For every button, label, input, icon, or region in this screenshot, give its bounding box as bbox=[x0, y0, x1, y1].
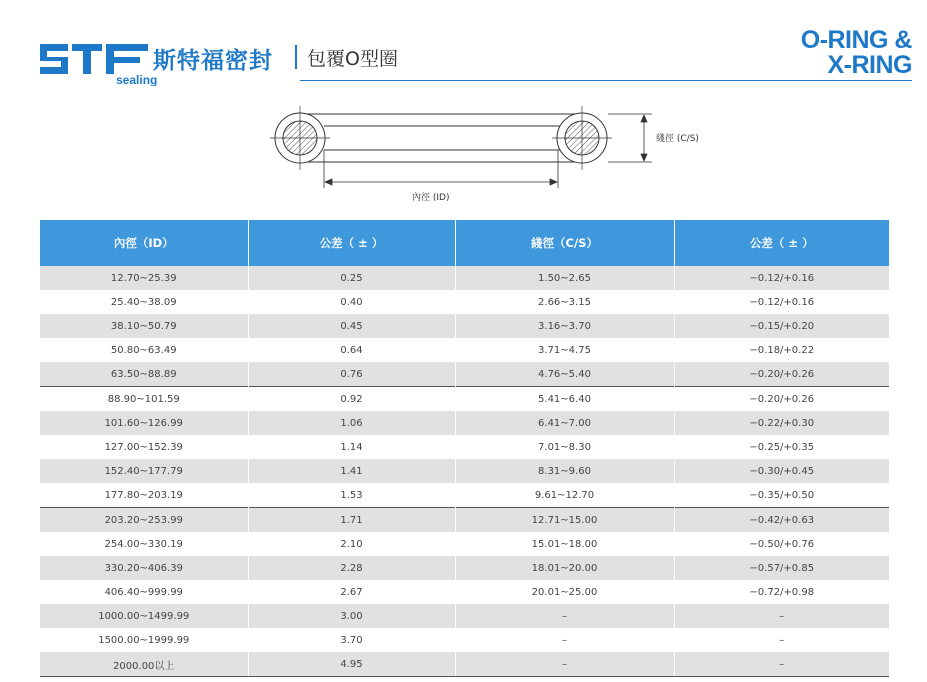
table-header-row bbox=[40, 220, 889, 266]
cs-tolerance-cell: −0.22/+0.30 bbox=[674, 411, 889, 435]
cs-cell: 18.01~20.00 bbox=[455, 556, 674, 580]
id-cell: 1500.00~1999.99 bbox=[40, 628, 248, 652]
cs-cell: 3.71~4.75 bbox=[455, 338, 674, 362]
cs-cell: – bbox=[455, 628, 674, 652]
id-cell: 203.20~253.99 bbox=[40, 508, 248, 533]
cs-tolerance-cell: – bbox=[674, 604, 889, 628]
id-dimension bbox=[324, 150, 558, 188]
id-cell: 254.00~330.19 bbox=[40, 532, 248, 556]
header-divider bbox=[295, 45, 297, 69]
table-row bbox=[40, 580, 889, 604]
cs-tolerance-cell: −0.50/+0.76 bbox=[674, 532, 889, 556]
cs-cell: 3.16~3.70 bbox=[455, 314, 674, 338]
cs-tolerance-cell: −0.25/+0.35 bbox=[674, 435, 889, 459]
cs-tolerance-cell: −0.57/+0.85 bbox=[674, 556, 889, 580]
id-cell: 406.40~999.99 bbox=[40, 580, 248, 604]
cs-cell: 2.66~3.15 bbox=[455, 290, 674, 314]
id-tolerance-cell: 0.76 bbox=[248, 362, 455, 387]
o-ring-cross-section-diagram bbox=[260, 100, 740, 212]
id-cell: 330.20~406.39 bbox=[40, 556, 248, 580]
cs-cell: 15.01~18.00 bbox=[455, 532, 674, 556]
id-tolerance-cell: 3.00 bbox=[248, 604, 455, 628]
id-tolerance-cell: 2.28 bbox=[248, 556, 455, 580]
document-title: 包覆O型圈 bbox=[307, 48, 398, 70]
id-tolerance-cell: 1.41 bbox=[248, 459, 455, 483]
id-dimension-label: 內徑 (ID) bbox=[412, 193, 450, 203]
cs-tolerance-cell: – bbox=[674, 628, 889, 652]
cs-tolerance-cell: −0.30/+0.45 bbox=[674, 459, 889, 483]
cs-tolerance-cell: −0.35/+0.50 bbox=[674, 483, 889, 508]
cs-tolerance-cell: −0.12/+0.16 bbox=[674, 266, 889, 290]
logo-chinese-name: 斯特福密封 bbox=[153, 48, 273, 74]
table-row bbox=[40, 532, 889, 556]
cs-tolerance-cell: −0.15/+0.20 bbox=[674, 314, 889, 338]
brand-title bbox=[801, 28, 912, 78]
table-row bbox=[40, 459, 889, 483]
id-cell: 25.40~38.09 bbox=[40, 290, 248, 314]
id-tolerance-cell: 1.53 bbox=[248, 483, 455, 508]
id-tolerance-cell: 0.25 bbox=[248, 266, 455, 290]
column-header-cs-tolerance: 公差（ ± ） bbox=[674, 220, 889, 266]
logo-sealing-text: sealing bbox=[116, 73, 158, 86]
cs-tolerance-cell: −0.18/+0.22 bbox=[674, 338, 889, 362]
id-cell: 1000.00~1499.99 bbox=[40, 604, 248, 628]
id-cell: 38.10~50.79 bbox=[40, 314, 248, 338]
cs-cell: – bbox=[455, 604, 674, 628]
id-cell: 177.80~203.19 bbox=[40, 483, 248, 508]
cs-cell: 6.41~7.00 bbox=[455, 411, 674, 435]
cs-cell: 8.31~9.60 bbox=[455, 459, 674, 483]
cs-tolerance-cell: – bbox=[674, 652, 889, 677]
header-rule bbox=[300, 80, 912, 81]
column-header-id-tolerance: 公差（ ± ） bbox=[248, 220, 455, 266]
id-cell: 152.40~177.79 bbox=[40, 459, 248, 483]
id-tolerance-cell: 0.92 bbox=[248, 387, 455, 412]
cs-tolerance-cell: −0.12/+0.16 bbox=[674, 290, 889, 314]
brand-title-line2: X-RING bbox=[827, 51, 912, 79]
cs-cell: 20.01~25.00 bbox=[455, 580, 674, 604]
table-row bbox=[40, 508, 889, 533]
table-row bbox=[40, 556, 889, 580]
table-row bbox=[40, 266, 889, 290]
table-row bbox=[40, 314, 889, 338]
table-row bbox=[40, 483, 889, 508]
id-tolerance-cell: 4.95 bbox=[248, 652, 455, 677]
cs-cell: 5.41~6.40 bbox=[455, 387, 674, 412]
cs-cell: – bbox=[455, 652, 674, 677]
id-cell: 101.60~126.99 bbox=[40, 411, 248, 435]
id-cell: 50.80~63.49 bbox=[40, 338, 248, 362]
centerlines bbox=[270, 106, 612, 170]
id-tolerance-cell: 2.67 bbox=[248, 580, 455, 604]
cs-cell: 4.76~5.40 bbox=[455, 362, 674, 387]
table-row bbox=[40, 411, 889, 435]
id-tolerance-cell: 3.70 bbox=[248, 628, 455, 652]
table-row bbox=[40, 628, 889, 652]
id-tolerance-cell: 0.64 bbox=[248, 338, 455, 362]
id-tolerance-cell: 0.45 bbox=[248, 314, 455, 338]
id-cell: 12.70~25.39 bbox=[40, 266, 248, 290]
table-row bbox=[40, 362, 889, 387]
id-tolerance-cell: 1.06 bbox=[248, 411, 455, 435]
id-cell: 2000.00以上 bbox=[40, 652, 248, 677]
id-cell: 63.50~88.89 bbox=[40, 362, 248, 387]
cs-dimension bbox=[608, 114, 652, 162]
column-header-id: 內徑（ID） bbox=[40, 220, 248, 266]
id-cell: 88.90~101.59 bbox=[40, 387, 248, 412]
cs-cell: 1.50~2.65 bbox=[455, 266, 674, 290]
table-row bbox=[40, 435, 889, 459]
table-row bbox=[40, 652, 889, 677]
tolerance-table bbox=[40, 220, 889, 677]
brand-title-line1: O-RING & bbox=[800, 26, 912, 54]
cs-tolerance-cell: −0.42/+0.63 bbox=[674, 508, 889, 533]
o-ring-body bbox=[302, 114, 582, 162]
cs-cell: 9.61~12.70 bbox=[455, 483, 674, 508]
stf-logo-icon bbox=[38, 42, 158, 86]
id-tolerance-cell: 1.14 bbox=[248, 435, 455, 459]
table-row bbox=[40, 604, 889, 628]
table-row bbox=[40, 387, 889, 412]
cs-cell: 12.71~15.00 bbox=[455, 508, 674, 533]
id-tolerance-cell: 0.40 bbox=[248, 290, 455, 314]
cs-dimension-label: 綫徑 (C/S) bbox=[656, 134, 699, 144]
table-row bbox=[40, 338, 889, 362]
id-tolerance-cell: 1.71 bbox=[248, 508, 455, 533]
cs-tolerance-cell: −0.20/+0.26 bbox=[674, 387, 889, 412]
page-header bbox=[0, 0, 927, 92]
id-cell: 127.00~152.39 bbox=[40, 435, 248, 459]
column-header-cs: 綫徑（C/S） bbox=[455, 220, 674, 266]
id-tolerance-cell: 2.10 bbox=[248, 532, 455, 556]
table-row bbox=[40, 290, 889, 314]
cs-tolerance-cell: −0.20/+0.26 bbox=[674, 362, 889, 387]
cs-tolerance-cell: −0.72/+0.98 bbox=[674, 580, 889, 604]
cs-cell: 7.01~8.30 bbox=[455, 435, 674, 459]
